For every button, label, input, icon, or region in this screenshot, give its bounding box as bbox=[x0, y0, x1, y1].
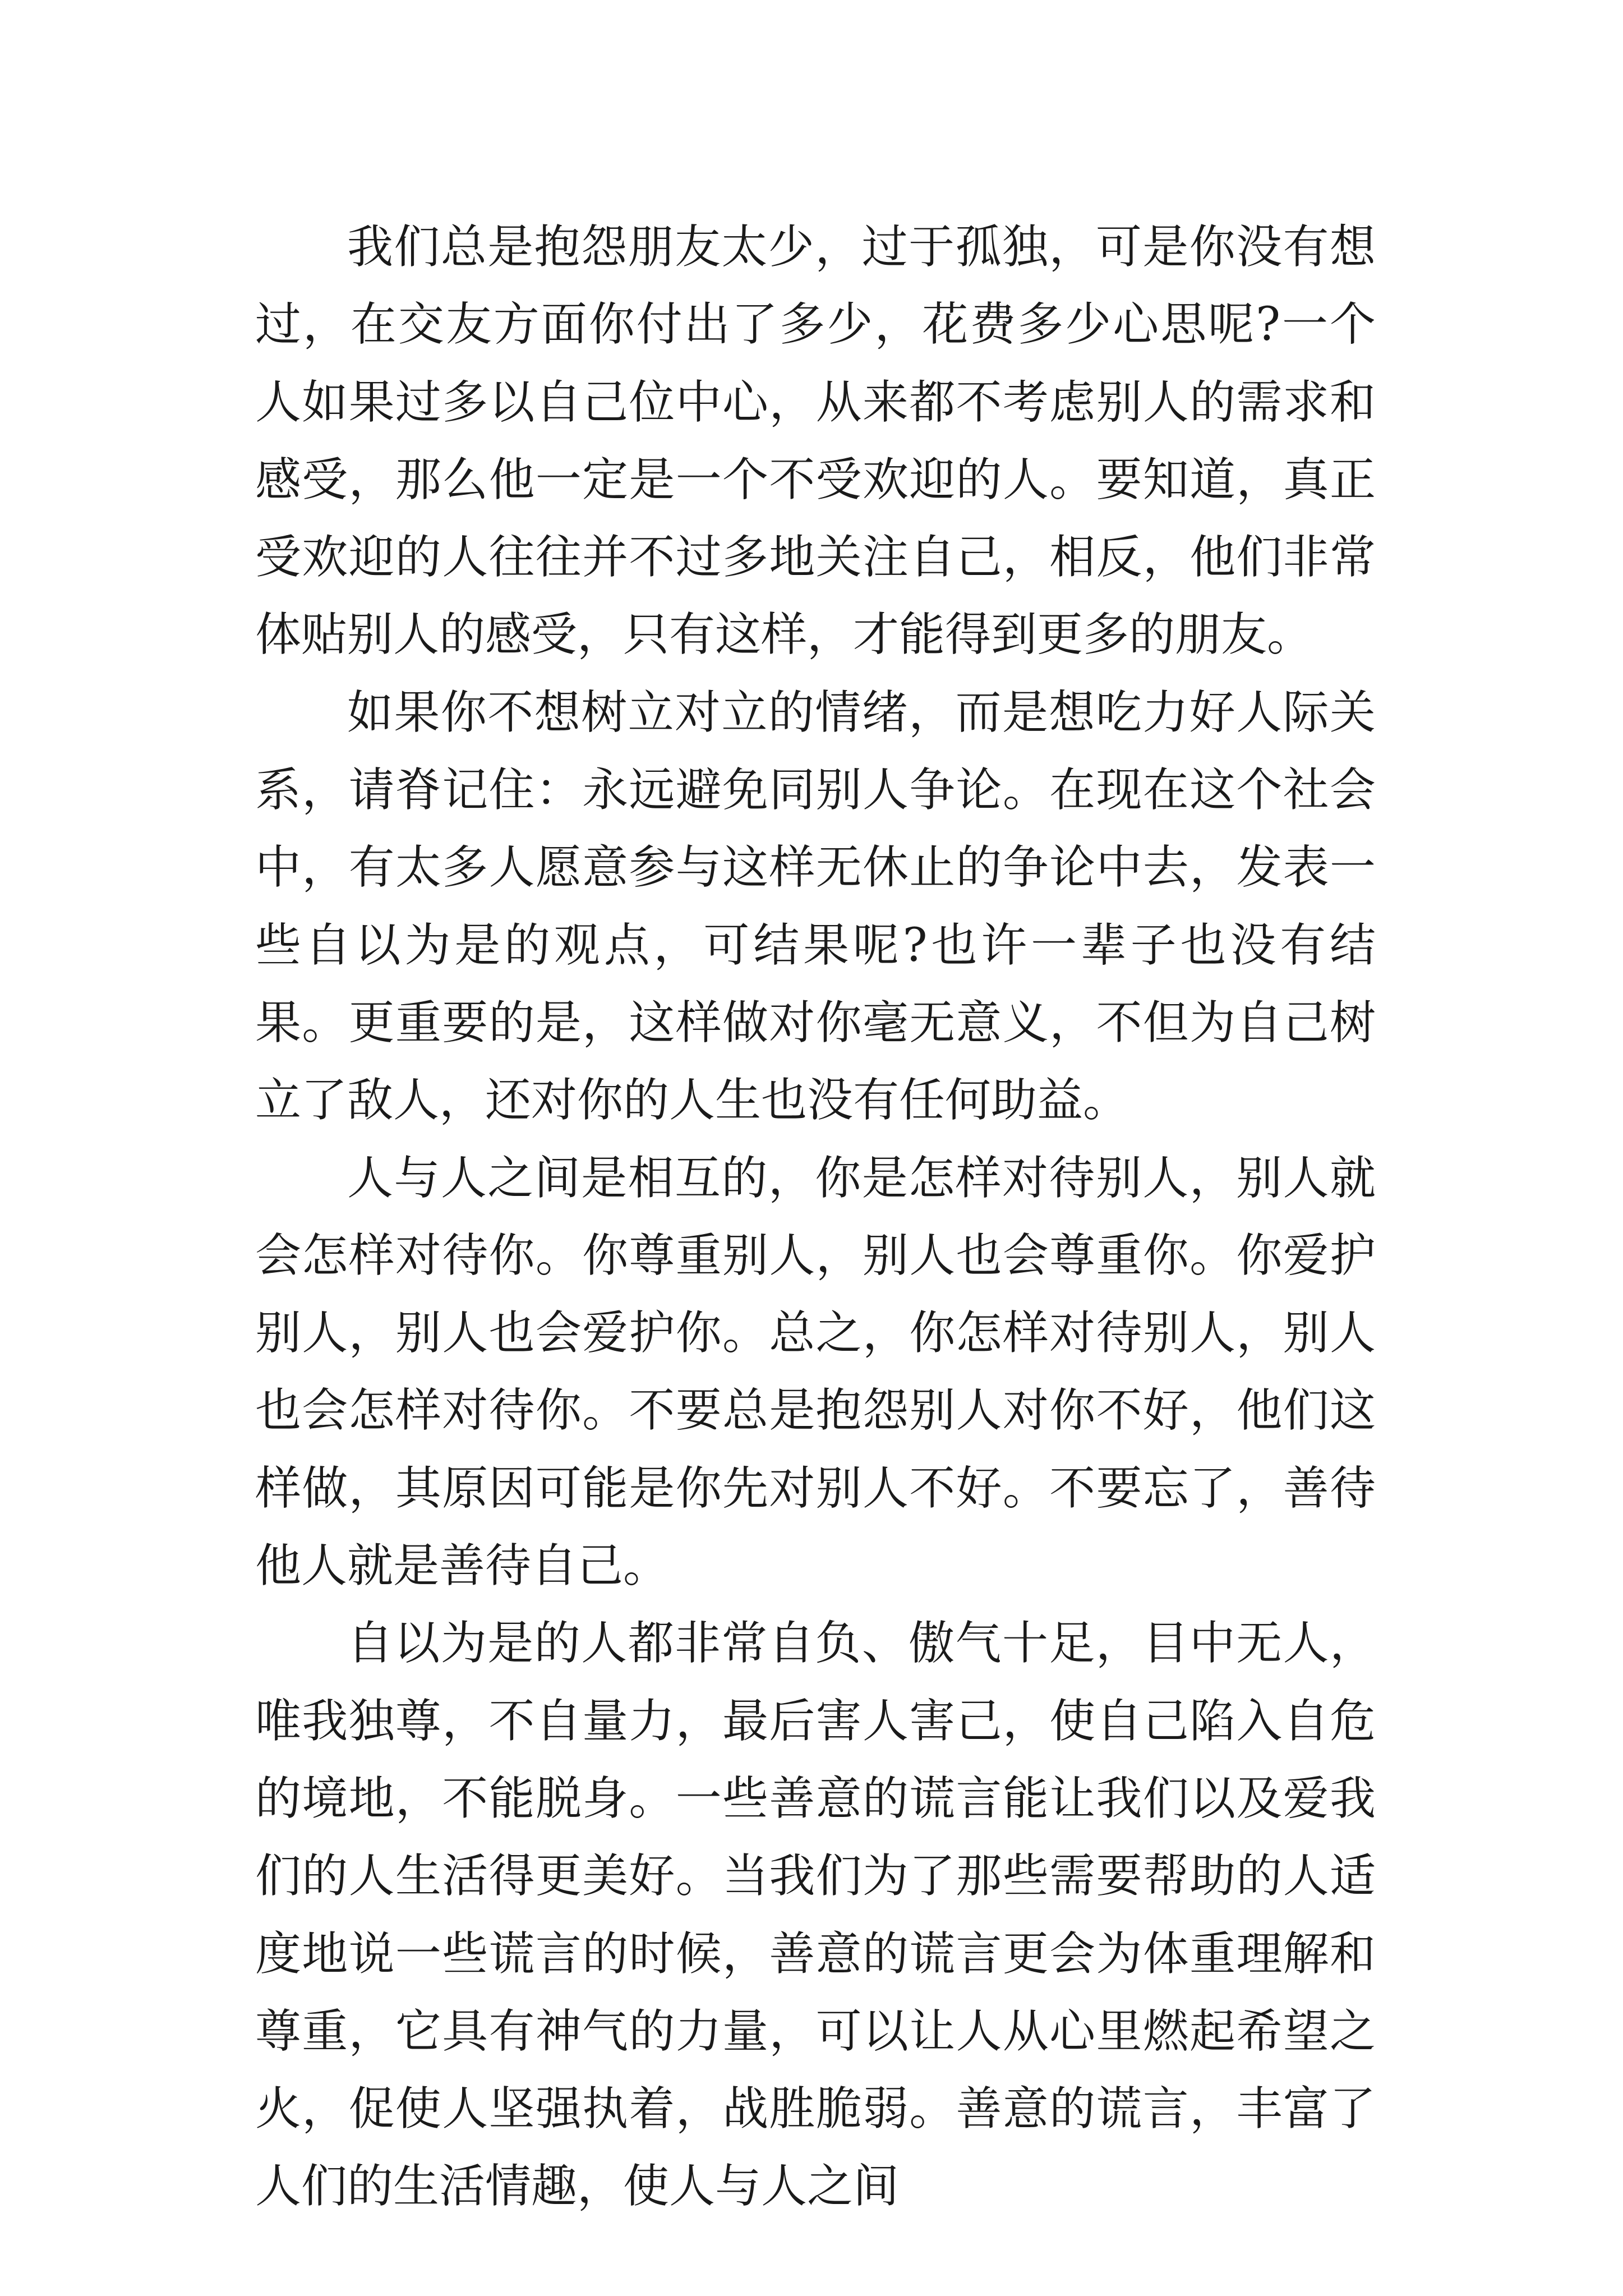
paragraph-2: 如果你不想树立对立的情绪，而是想吃力好人际关系，请脊记住：永远避免同别人争论。在现在这个社会中，有太多人愿意参与这样无休止的争论中去，发表一些自以为是的观点，可结果呢?也许一辈子也没有结果。更重要的是，这样做对你毫无意义，不但为自己树立了敌人，还对你的人生也没有任何助益。 bbox=[255, 685, 1376, 1128]
paragraph-3: 人与人之间是相互的，你是怎样对待别人，别人就会怎样对待你。你尊重别人，别人也会尊重你。你爱护别人，别人也会爱护你。总之，你怎样对待别人，别人也会怎样对待你。不要总是抱怨别人对你不好，他们这样做，其原因可能是你先对别人不好。不要忘了，善待他人就是善待自己。 bbox=[255, 1151, 1376, 1593]
document-body bbox=[255, 209, 1376, 2226]
paragraph-1: 我们总是抱怨朋友太少，过于孤独，可是你没有想过，在交友方面你付出了多少，花费多少心思呢?一个人如果过多以自己位中心，从来都不考虑别人的需求和感受，那么他一定是一个不受欢迎的人。要知道，真正受欢迎的人往往并不过多地关注自己，相反，他们非常体贴别人的感受，只有这样，才能得到更多的朋友。 bbox=[255, 220, 1376, 662]
paragraph-4: 自以为是的人都非常自负、傲气十足，目中无人，唯我独尊，不自量力，最后害人害己，使自己陷入自危的境地，不能脱身。一些善意的谎言能让我们以及爱我们的人生活得更美好。当我们为了那些需要帮助的人适度地说一些谎言的时候，善意的谎言更会为体重理解和尊重，它具有神气的力量，可以让人从心里燃起希望之火，促使人坚强执着，战胜脆弱。善意的谎言，丰富了人们的生活情趣，使人与人之间 bbox=[255, 1617, 1376, 2214]
